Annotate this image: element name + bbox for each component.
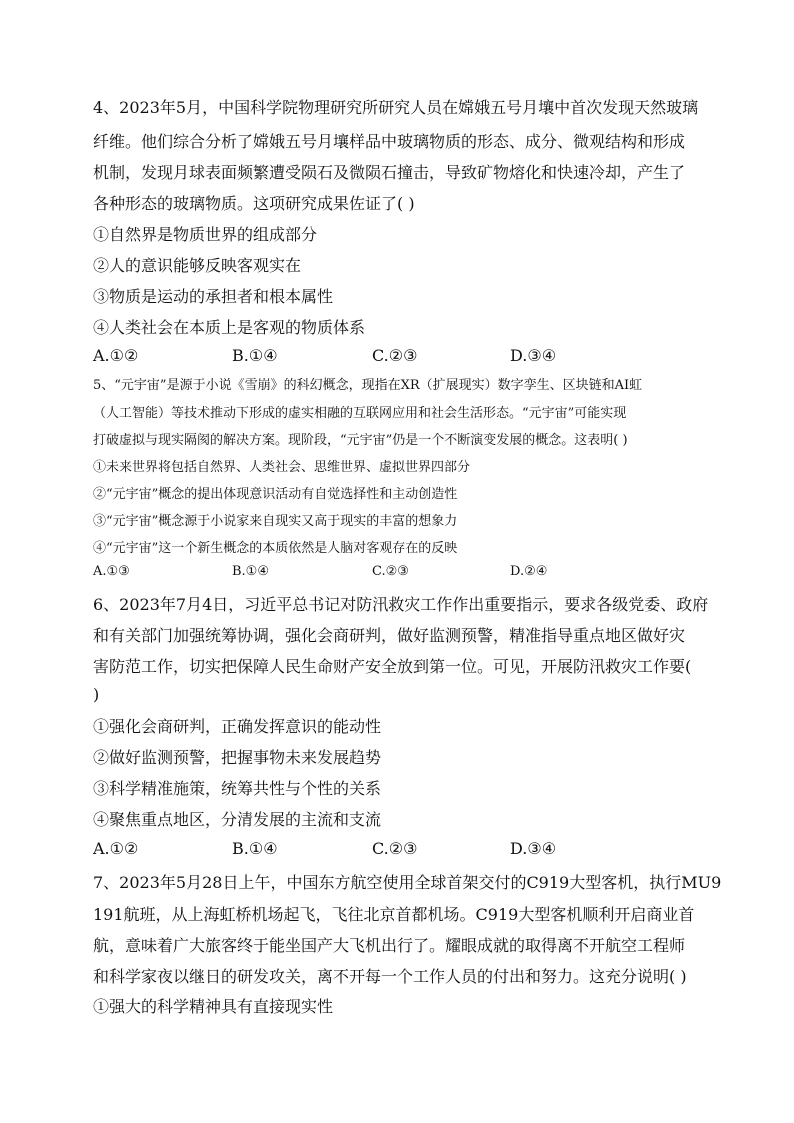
q5-option-d: D.②④ xyxy=(510,564,548,579)
q4-option-a: A.①② xyxy=(93,346,139,365)
q5-option-a: A.①③ xyxy=(93,564,130,579)
q6-option-b: B.①④ xyxy=(232,839,278,858)
q6-statement: ②做好监测预警，把握事物未来发展趋势 xyxy=(93,748,382,767)
q6-statement: ①强化会商研判，正确发挥意识的能动性 xyxy=(93,717,382,736)
q6-option-c: C.②③ xyxy=(372,839,418,858)
q7-stem-line: 7、2023年5月28日上午，中国东方航空使用全球首架交付的C919大型客机，执行MU9 xyxy=(93,873,722,892)
q5-stem-line: 5、“元宇宙”是源于小说《雪崩》的科幻概念，现指在XR（扩展现实）数字孪生、区块链和AI虹 xyxy=(93,378,643,393)
q5-option-b: B.①④ xyxy=(232,564,269,579)
q7-stem-line: 航，意味着广大旅客终于能坐国产大飞机出行了。耀眼成就的取得离不开航空工程师 xyxy=(93,936,686,955)
q7-stem-line: 191航班，从上海虹桥机场起飞，飞往北京首都机场。C919大型客机顺利开启商业首 xyxy=(93,905,695,924)
q6-option-d: D.③④ xyxy=(510,839,557,858)
q7-statement: ①强大的科学精神具有直接现实性 xyxy=(93,997,334,1016)
q6-stem-line: ) xyxy=(93,685,100,704)
q5-statement: ①未来世界将包括自然界、人类社会、思维世界、虚拟世界四部分 xyxy=(93,460,471,475)
q6-statement: ④聚焦重点地区，分清发展的主流和支流 xyxy=(93,810,382,829)
q4-statement: ④人类社会在本质上是客观的物质体系 xyxy=(93,318,366,337)
q7-stem-line: 和科学家夜以继日的研发攻关，离不开每一个工作人员的付出和努力。这充分说明( ) xyxy=(93,967,687,986)
q6-stem-line: 害防范工作，切实把保障人民生命财产安全放到第一位。可见，开展防汛救灾工作要( xyxy=(93,657,692,676)
q4-statement: ②人的意识能够反映客观实在 xyxy=(93,256,302,275)
q4-stem-line: 机制，发现月球表面频繁遭受陨石及微陨石撞击，导致矿物熔化和快速冷却，产生了 xyxy=(93,163,686,182)
q5-stem-line: （人工智能）等技术推动下形成的虚实相融的互联网应用和社会生活形态。“元宇宙”可能实现 xyxy=(93,406,627,421)
q4-stem-line: 纤维。他们综合分析了嫦娥五号月壤样品中玻璃物质的形态、成分、微观结构和形成 xyxy=(93,132,686,151)
q4-option-d: D.③④ xyxy=(510,346,557,365)
q4-stem-line: 4、2023年5月，中国科学院物理研究所研究人员在嫦娥五号月壤中首次发现天然玻璃 xyxy=(93,98,699,117)
q6-option-a: A.①② xyxy=(93,839,139,858)
q6-stem-line: 6、2023年7月4日，习近平总书记对防汛救灾工作作出重要指示，要求各级党委、政府 xyxy=(93,595,709,614)
q4-statement: ③物质是运动的承担者和根本属性 xyxy=(93,287,334,306)
q5-statement: ④“元宇宙”这一个新生概念的本质依然是人脑对客观存在的反映 xyxy=(93,541,458,556)
q4-statement: ①自然界是物质世界的组成部分 xyxy=(93,225,318,244)
q5-statement: ②“元宇宙”概念的提出体现意识活动有自觉选择性和主动创造性 xyxy=(93,487,458,502)
q6-statement: ③科学精准施策，统筹共性与个性的关系 xyxy=(93,779,382,798)
q5-statement: ③“元宇宙”概念源于小说家来自现实又高于现实的丰富的想象力 xyxy=(93,514,458,529)
q6-stem-line: 和有关部门加强统筹协调，强化会商研判，做好监测预警，精准指导重点地区做好灾 xyxy=(93,626,686,645)
q5-option-c: C.②③ xyxy=(372,564,409,579)
q5-stem-line: 打破虚拟与现实隔阂的解决方案。现阶段，“元宇宙”仍是一个不断演变发展的概念。这表明( ) xyxy=(93,433,628,448)
q4-stem-line: 各种形态的玻璃物质。这项研究成果佐证了( ) xyxy=(93,194,415,213)
q4-option-c: C.②③ xyxy=(372,346,418,365)
q4-option-b: B.①④ xyxy=(232,346,278,365)
